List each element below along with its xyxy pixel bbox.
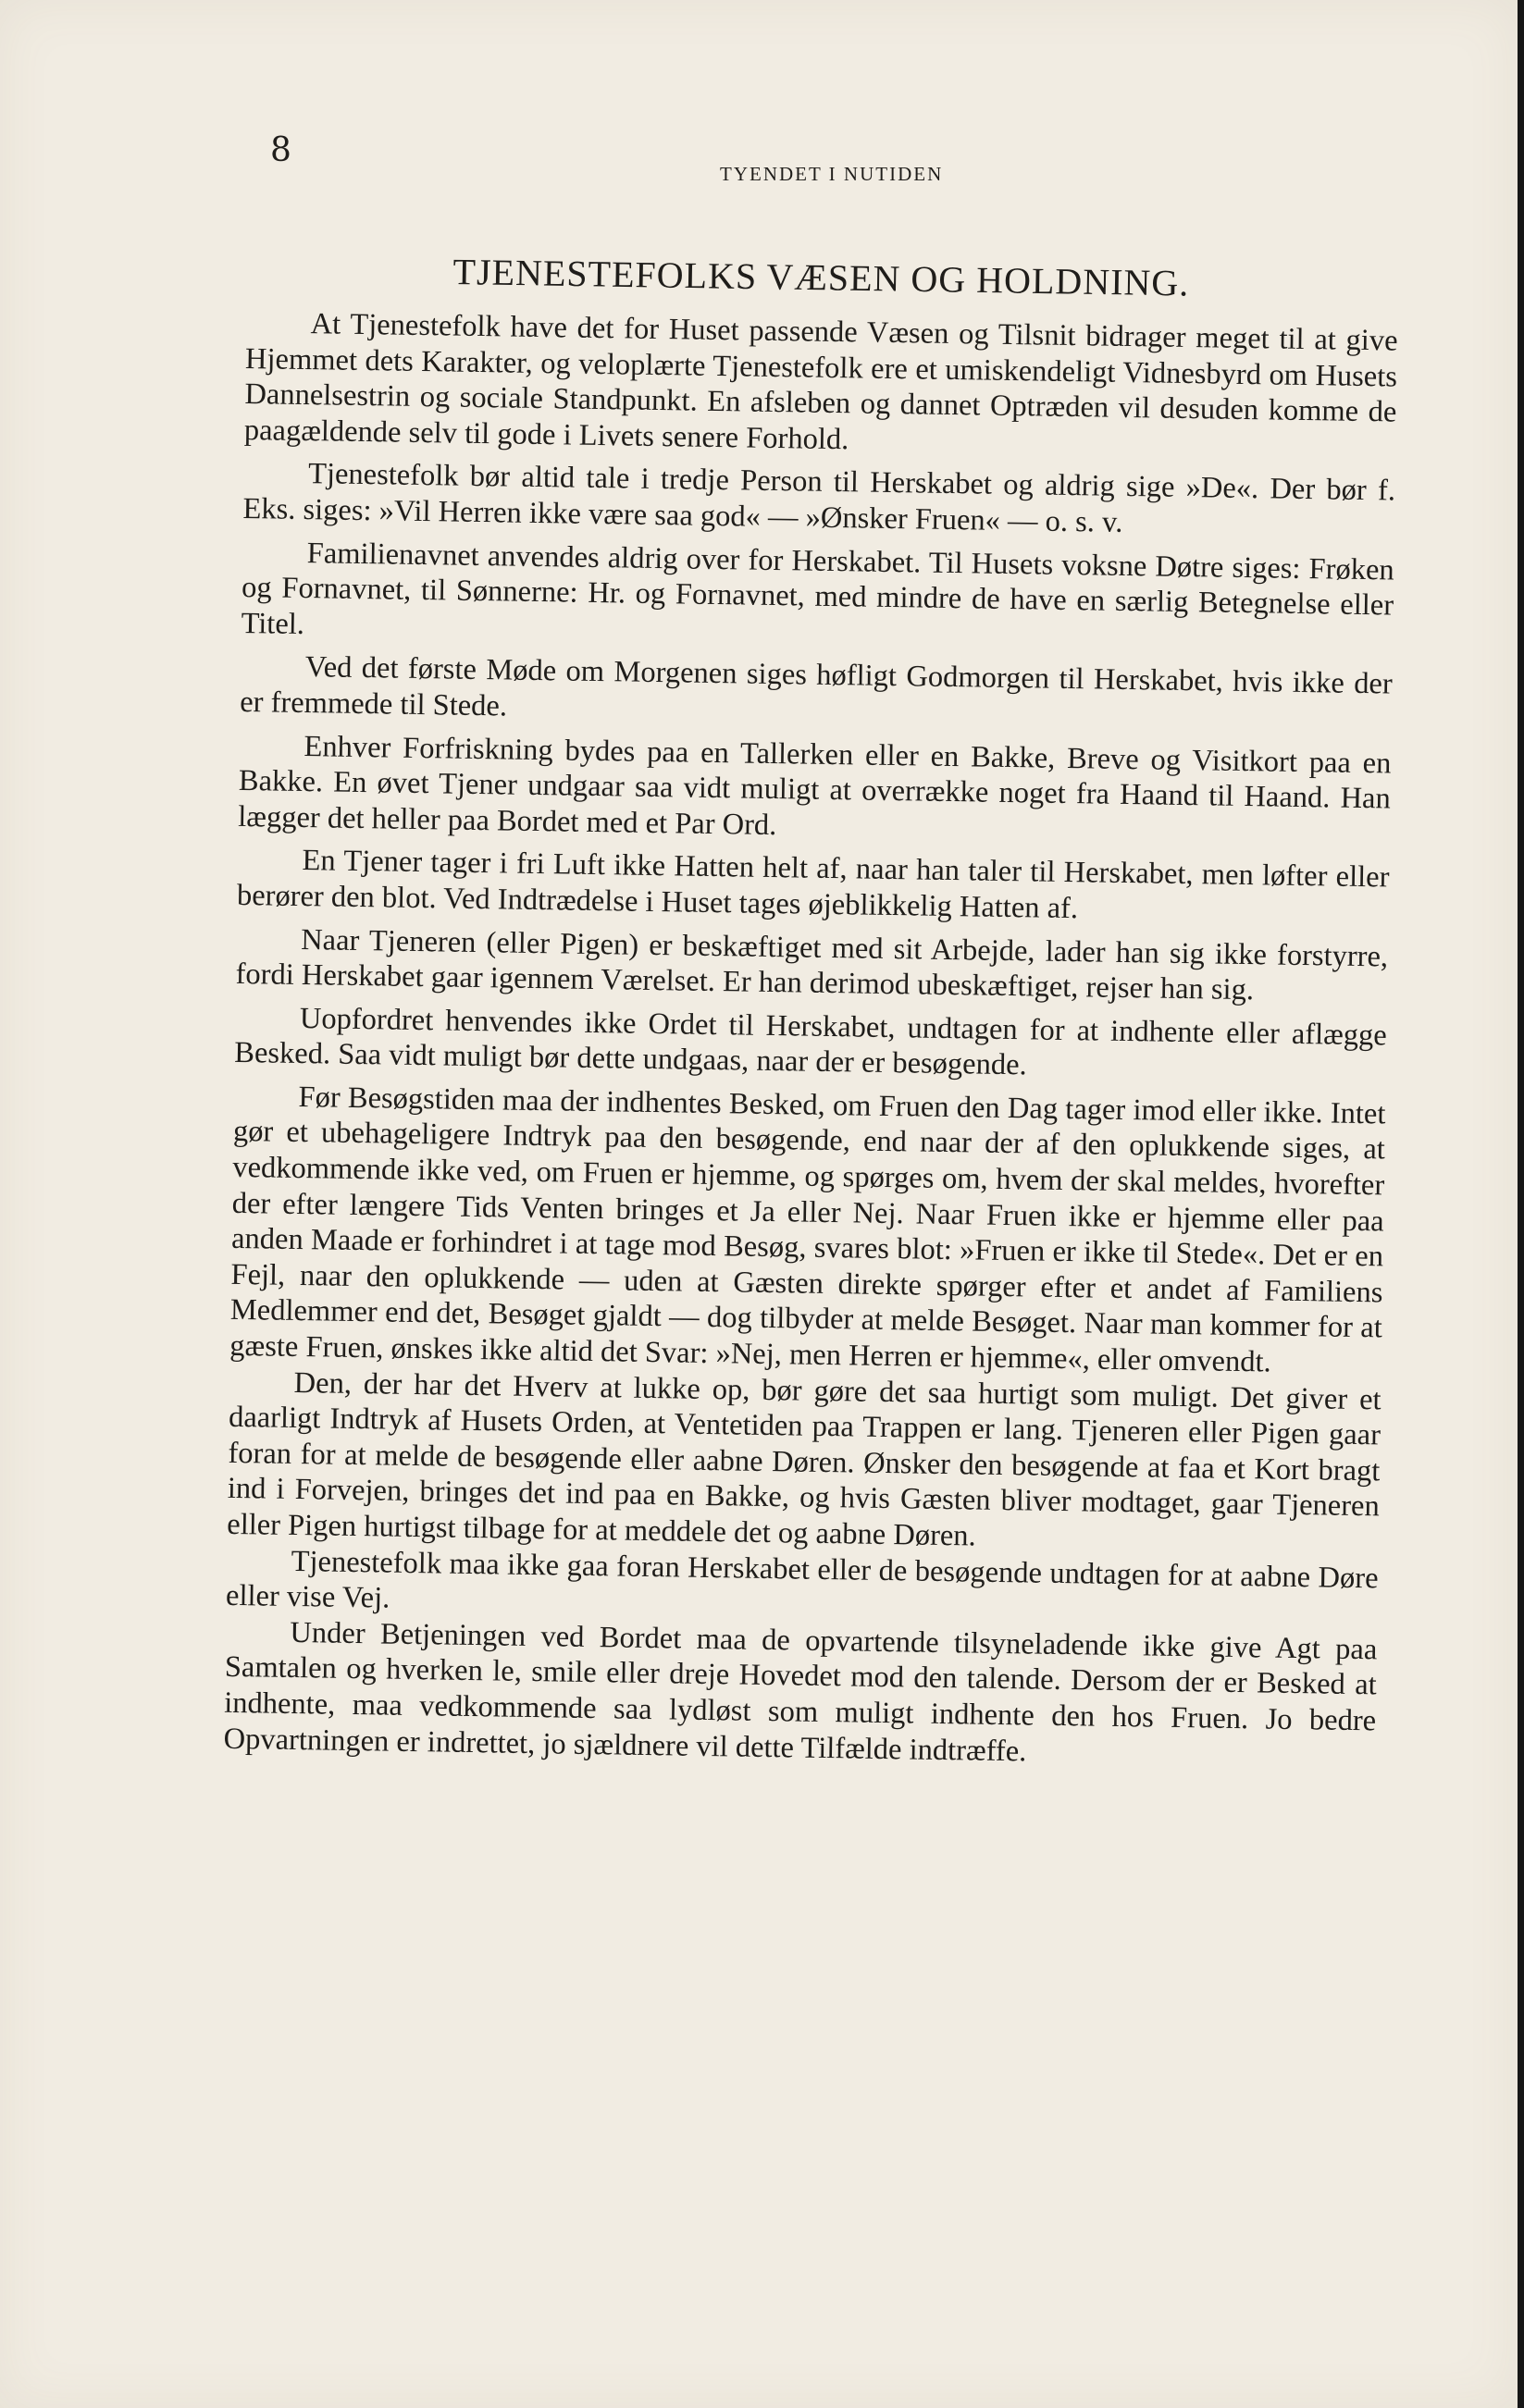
paragraph: Ved det første Møde om Morgenen siges høfligt Godmorgen til Herskabet, hvis ikke der er fremmede til Stede.: [239, 650, 1393, 723]
paragraph: Tjenestefolk bør altid tale i tredje Person til Herskabet og aldrig sige »De«. Der bør f. Eks. siges: »Vil Herren ikke være saa god« — »Ønsker Fruen« — o. s. v.: [242, 457, 1396, 539]
paragraph: Tjenestefolk maa ikke gaa foran Herskabet eller de besøgende undtagen for at aabne Døre eller vise Vej.: [225, 1544, 1379, 1615]
paragraph: Den, der har det Hverv at lukke op, bør gøre det saa hurtigt som muligt. Det giver et daarligt Indtryk af Husets Orden, at Ventetiden paa Trappen er lang. Tjeneren eller Pigen gaar foran for at melde de besøgende eller aabne Døren. Ønsker den besøgende at faa et Kort bragt ind i Forvejen, bringes det ind paa en Bakke, og hvis Gæsten bliver modtaget, gaar Tjeneren eller Pigen hurtigst tilbage for at meddele det og aabne Døren.: [227, 1365, 1382, 1553]
paragraph: Uopfordret henvendes ikke Ordet til Herskabet, undtagen for at indhente eller aflægge Besked. Saa vidt muligt bør dette undgaas, naar der er besøgende.: [234, 1001, 1388, 1082]
page-number: 8: [270, 131, 291, 169]
running-head: TYENDET I NUTIDEN: [720, 163, 944, 185]
paragraph: Under Betjeningen ved Bordet maa de opvartende tilsyneladende ikke give Agt paa Samtalen og hverken le, smile eller dreje Hovedet mod den talende. Dersom der er Besked at indhente, maa vedkommende saa lydløst som muligt indhente den hos Fruen. Jo bedre Opvartningen er indrettet, jo sjældnere vil dette Tilfælde indtræffe.: [223, 1615, 1378, 1768]
paragraph: Enhver Forfriskning bydes paa en Tallerken eller en Bakke, Breve og Visitkort paa en Bakke. En øvet Tjener undgaar saa vidt muligt at overrække noget fra Haand til Haand. Han lægger det heller paa Bordet med et Par Ord.: [238, 729, 1392, 842]
paragraph: Før Besøgstiden maa der indhentes Besked, om Fruen den Dag tager imod eller ikke. Intet gør et ubehageligere Indtryk paa den besøgende, end naar der af den oplukkende siges, at vedkommende ikke ved, om Fruen er hjemme, og spørges om, hvem der skal meldes, hvorefter der efter længere Tids Venten bringes et Ja eller Nej. Naar Fruen ikke er hjemme eller paa anden Maade er forhindret i at tage mod Besøg, svares blot: »Fruen er ikke til Stede«. Det er en Fejl, naar den oplukkende — uden at Gæsten direkte spørger efter et andet af Familiens Medlemmer end det, Besøget gjaldt — dog tilbyder at melde Besøget. Naar man kommer for at gæste Fruen, ønskes ikke altid det Svar: »Nej, men Herren er hjemme«, eller omvendt.: [229, 1080, 1386, 1379]
scan-edge: [1518, 0, 1524, 2408]
paragraph: Familienavnet anvendes aldrig over for Herskabet. Til Husets voksne Døtre siges: Frøken og Fornavnet, til Sønnerne: Hr. og Fornavnet, med mindre de have en særlig Betegnelse eller Titel.: [241, 536, 1394, 641]
paragraph: Naar Tjeneren (eller Pigen) er beskæftiget med sit Arbejde, lader han sig ikke forstyrre, fordi Herskabet gaar igennem Værelset. Er han derimod ubeskæftiget, rejser han sig.: [235, 922, 1389, 1007]
body-text: [223, 305, 1397, 1775]
paragraph: En Tjener tager i fri Luft ikke Hatten helt af, naar han taler til Herskabet, men løfter eller berører den blot. Ved Indtrædelse i Huset tages øjeblikkelig Hatten af.: [236, 844, 1390, 926]
paragraph: At Tjenestefolk have det for Huset passende Væsen og Tilsnit bidrager meget til at give Hjemmet dets Karakter, og veloplærte Tjenestefolk ere et umiskendeligt Vidnesbyrd om Husets Dannelsestrin og sociale Standpunkt. En afsleben og dannet Optræden vil desuden komme de paagældende selv til gode i Livets senere Forhold.: [243, 307, 1398, 457]
section-title: TJENESTEFOLKS VÆSEN OG HOLDNING.: [452, 250, 1190, 304]
